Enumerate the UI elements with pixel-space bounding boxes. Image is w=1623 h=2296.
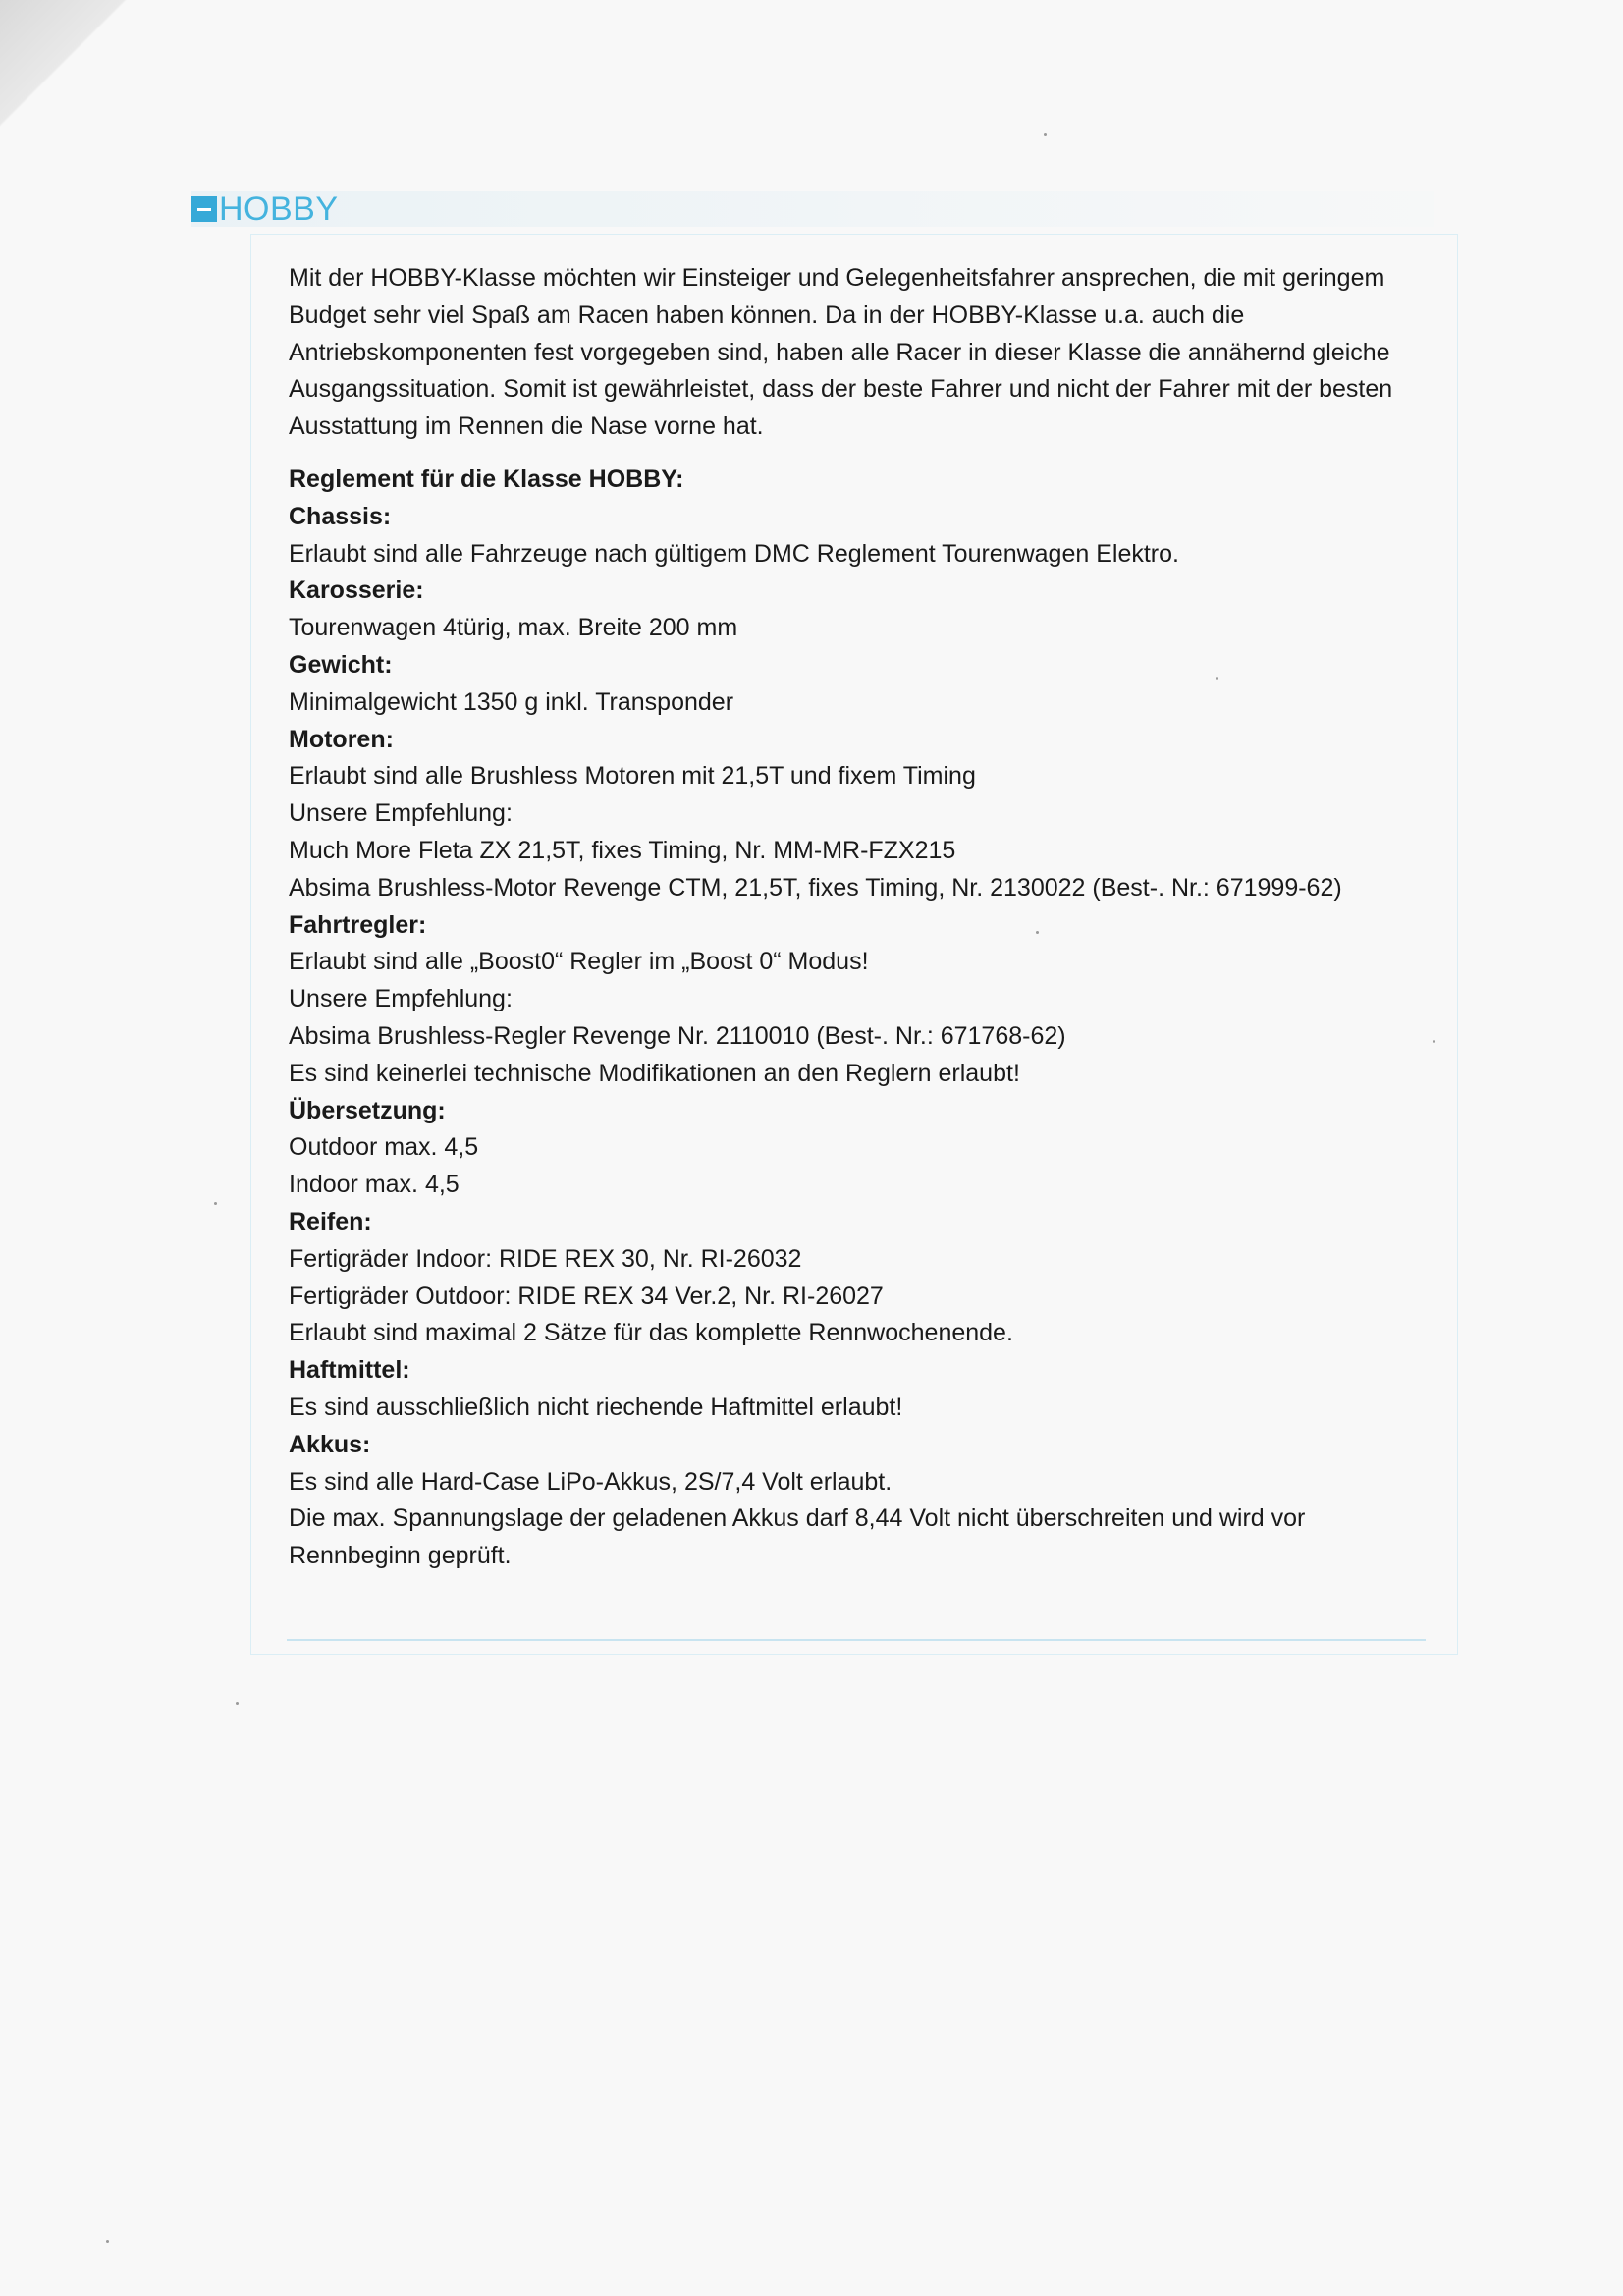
fahrtregler-recommendation-label: Unsere Empfehlung: <box>289 985 513 1013</box>
reglement-heading: Reglement für die Klasse HOBBY: <box>289 465 684 493</box>
karosserie-text: Tourenwagen 4türig, max. Breite 200 mm <box>289 614 738 642</box>
scan-speck <box>106 2240 109 2243</box>
page-corner-fold <box>0 0 157 196</box>
fahrtregler-text: Erlaubt sind alle „Boost0“ Regler im „Boost 0“ Modus! <box>289 948 869 976</box>
section-marker-icon <box>191 196 217 222</box>
reifen-outdoor: Fertigräder Outdoor: RIDE REX 34 Ver.2, Nr. RI-26027 <box>289 1282 884 1310</box>
reifen-note: Erlaubt sind maximal 2 Sätze für das komplette Rennwochenende. <box>289 1319 1013 1347</box>
chassis-text: Erlaubt sind alle Fahrzeuge nach gültigem DMC Reglement Tourenwagen Elektro. <box>289 539 1179 568</box>
bottom-divider <box>287 1639 1426 1641</box>
motoren-recommendation-2: Absima Brushless-Motor Revenge CTM, 21,5T, fixes Timing, Nr. 2130022 (Best-. Nr.: 671999-62) <box>289 873 1342 902</box>
akkus-text: Es sind alle Hard-Case LiPo-Akkus, 2S/7,4 Volt erlaubt. <box>289 1467 893 1496</box>
fahrtregler-recommendation-1: Absima Brushless-Regler Revenge Nr. 2110010 (Best-. Nr.: 671768-62) <box>289 1021 1066 1050</box>
scan-speck <box>214 1202 217 1205</box>
motoren-text: Erlaubt sind alle Brushless Motoren mit 21,5T und fixem Timing <box>289 762 976 791</box>
haftmittel-text: Es sind ausschließlich nicht riechende Haftmittel erlaubt! <box>289 1393 903 1421</box>
section-title: HOBBY <box>219 191 339 228</box>
reifen-heading: Reifen: <box>289 1207 372 1235</box>
chassis-heading: Chassis: <box>289 502 392 530</box>
reifen-indoor: Fertigräder Indoor: RIDE REX 30, Nr. RI-26032 <box>289 1244 802 1273</box>
akkus-note: Die max. Spannungslage der geladenen Akkus darf 8,44 Volt nicht überschreiten und wird vor Rennbeginn geprüft. <box>289 1504 1306 1570</box>
scan-speck <box>1036 931 1039 934</box>
scan-speck <box>1433 1040 1435 1043</box>
gewicht-heading: Gewicht: <box>289 650 393 679</box>
uebersetzung-outdoor: Outdoor max. 4,5 <box>289 1133 479 1162</box>
karosserie-heading: Karosserie: <box>289 576 424 605</box>
motoren-heading: Motoren: <box>289 725 394 753</box>
uebersetzung-heading: Übersetzung: <box>289 1096 446 1124</box>
uebersetzung-indoor: Indoor max. 4,5 <box>289 1171 460 1199</box>
akkus-heading: Akkus: <box>289 1430 371 1458</box>
intro-paragraph: Mit der HOBBY-Klasse möchten wir Einsteiger und Gelegenheitsfahrer ansprechen, die mit geringem Budget sehr viel Spaß am Racen haben können. Da in der HOBBY-Klasse u.a. auch die Antriebskomponenten fest vorgegeben sind, haben alle Racer in dieser Klasse die annähernd gleiche Ausgangssituation. Somit ist gewährleistet, dass der beste Fahrer und nicht der Fahrer mit der besten Ausstattung im Rennen die Nase vorne hat. <box>289 264 1393 441</box>
document-body <box>289 260 1437 1575</box>
fahrtregler-heading: Fahrtregler: <box>289 910 427 939</box>
motoren-recommendation-label: Unsere Empfehlung: <box>289 799 513 828</box>
section-header <box>191 191 1434 227</box>
scan-speck <box>236 1702 239 1705</box>
fahrtregler-note: Es sind keinerlei technische Modifikationen an den Reglern erlaubt! <box>289 1059 1020 1087</box>
gewicht-text: Minimalgewicht 1350 g inkl. Transponder <box>289 687 734 716</box>
haftmittel-heading: Haftmittel: <box>289 1356 410 1385</box>
scan-speck <box>1216 677 1218 680</box>
motoren-recommendation-1: Much More Fleta ZX 21,5T, fixes Timing, Nr. MM-MR-FZX215 <box>289 836 956 864</box>
scan-speck <box>1044 133 1047 136</box>
